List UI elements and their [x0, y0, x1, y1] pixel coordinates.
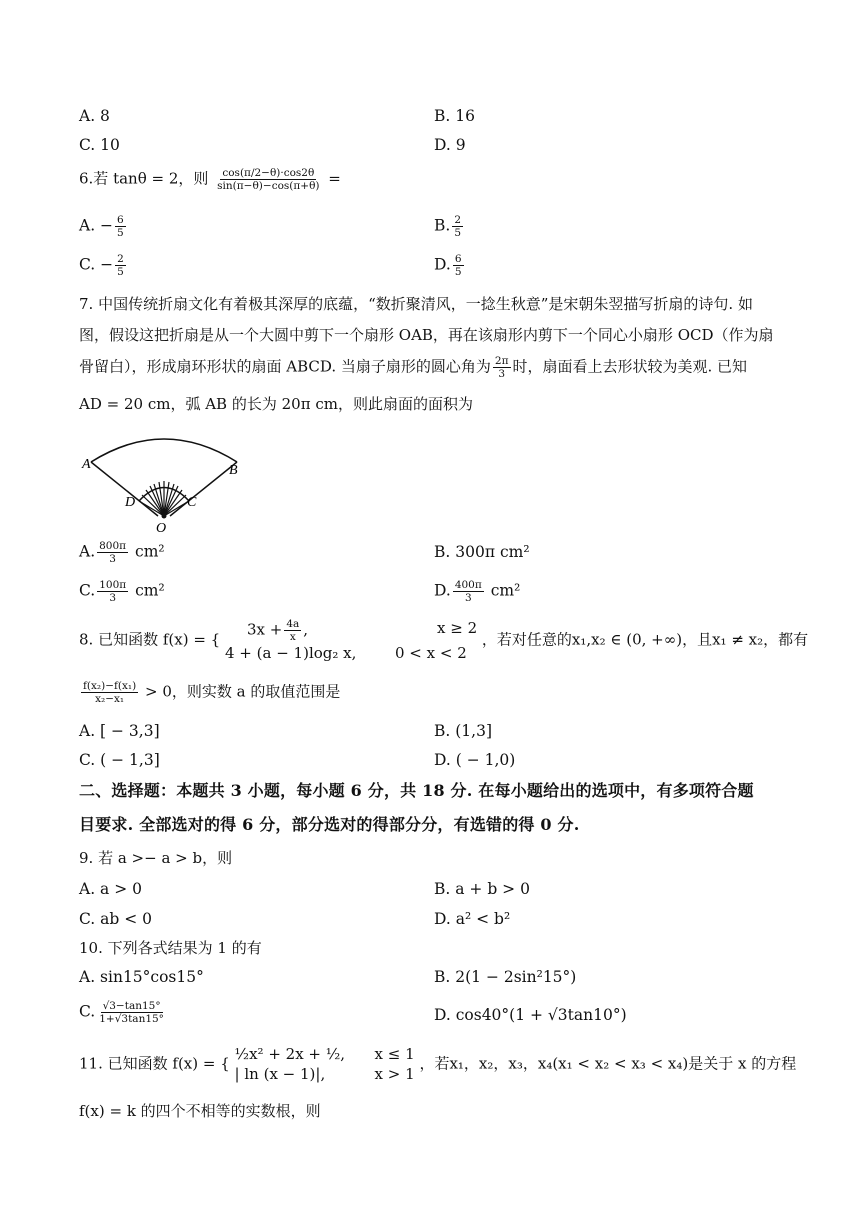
q8-option-b: B. (1,3]: [434, 722, 492, 740]
q6-denominator: sin(π−θ)−cos(π+θ): [217, 180, 320, 193]
q8-piecewise: [225, 618, 477, 663]
fan-ribs: [139, 481, 189, 516]
q9-stem: 9. 若 a >− a > b，则: [79, 849, 233, 867]
q8-case1-num: 4a: [286, 618, 300, 630]
q6-option-d-num: 6: [454, 253, 462, 265]
q7-option-a-num: 800π: [99, 540, 127, 552]
q6-option-c: [79, 253, 128, 278]
q7-option-b: B. 300π cm²: [434, 543, 530, 561]
q11-case1-expr: ½x² + 2x + ½,: [234, 1045, 346, 1063]
q11-case2-expr: | ln (x − 1)|,: [234, 1065, 326, 1084]
q10-option-c-label: C.: [79, 1002, 96, 1021]
fan-label-c: C: [187, 495, 197, 510]
q11-case1-cond: x ≤ 1: [374, 1045, 415, 1063]
section-2-heading-line-2: 目要求. 全部选对的得 6 分，部分选对的得部分分，有选错的得 0 分.: [79, 815, 580, 834]
q7-option-c-unit: cm²: [135, 581, 165, 600]
fan-edge-right: [170, 462, 237, 516]
q6-option-b-label: B.: [434, 216, 451, 235]
q7-option-d-label: D.: [434, 581, 451, 600]
q6-equals: =: [328, 169, 341, 188]
q8-option-d: D. ( − 1,0): [434, 751, 516, 769]
q6-option-a-label: A. −: [79, 216, 114, 235]
fan-label-a: A: [82, 457, 91, 472]
q7-option-d-num: 400π: [454, 579, 482, 591]
q7-option-d-unit: cm²: [490, 581, 521, 600]
q9-option-c: C. ab < 0: [79, 910, 153, 928]
q10-option-c-den: 1+√3tan15°: [99, 1013, 164, 1026]
q11-stem: [79, 1044, 796, 1085]
q8-line-2: [79, 680, 340, 705]
q10-stem: 10. 下列各式结果为 1 的有: [79, 939, 262, 957]
q11-suffix: ，若x₁，x₂，x₃，x₄(x₁ < x₂ < x₃ < x₄)是关于 x 的方程: [419, 1054, 797, 1073]
q6-option-d-label: D.: [434, 255, 451, 274]
q7-line-3: [79, 355, 747, 380]
q8-diff-den: x₂−x₁: [95, 693, 125, 706]
q8-case2-cond: 0 < x < 2: [395, 644, 467, 663]
q6-option-a: [79, 214, 128, 239]
q7-line-3-b: 时，扇面看上去形状较为美观. 已知: [512, 357, 748, 376]
q10-option-a: A. sin15°cos15°: [79, 968, 204, 986]
fan-outer-arc: [91, 439, 237, 462]
q7-option-c-den: 3: [109, 592, 117, 605]
q5-option-d: D. 9: [434, 136, 466, 154]
q6-stem: [79, 167, 341, 192]
q7-line-4: AD = 20 cm，弧 AB 的长为 20π cm，则此扇面的面积为: [79, 395, 473, 413]
q7-option-c: [79, 579, 165, 604]
fan-figure: [79, 424, 249, 534]
q6-option-a-num: 6: [117, 214, 124, 226]
q6-stem-text: 6.若 tanθ = 2，则: [79, 169, 209, 188]
q8-suffix: ，若对任意的x₁,x₂ ∈ (0, +∞)，且x₁ ≠ x₂，都有: [481, 630, 809, 649]
q7-line-2: 图，假设这把折扇是从一个大圆中剪下一个扇形 OAB，再在该扇形内剪下一个同心小扇形 OCD（作为扇: [79, 326, 774, 344]
q8-case1-cond: x ≥ 2: [437, 619, 478, 637]
q9-option-a: A. a > 0: [79, 880, 142, 898]
q7-line-1: 7. 中国传统折扇文化有着极其深厚的底蕴，“数折聚清风，一捻生秋意”是宋朝朱翌描写折扇的诗句. 如: [79, 295, 753, 313]
q9-option-b: B. a + b > 0: [434, 880, 530, 898]
q8-case2-expr: 4 + (a − 1)log₂ x,: [225, 644, 357, 663]
q7-option-d-den: 3: [464, 592, 472, 605]
q6-fraction: [215, 167, 321, 192]
q10-option-c-num: √3−tan15°: [102, 1000, 161, 1012]
q7-line-3-a: 骨留白），形成扇环形状的扇面 ABCD. 当扇子扇形的圆心角为: [79, 357, 491, 376]
q6-option-d-den: 5: [454, 266, 462, 279]
q5-option-c: C. 10: [79, 136, 120, 154]
q11-piecewise: [235, 1044, 415, 1085]
q10-option-b: B. 2(1 − 2sin²15°): [434, 968, 577, 986]
q7-option-a-den: 3: [109, 553, 116, 566]
q7-angle-num: 2π: [494, 355, 509, 367]
q6-numerator: cos(π/2−θ)·cos2θ: [222, 167, 315, 179]
q6-option-c-num: 2: [117, 253, 124, 265]
q6-option-b-num: 2: [454, 214, 462, 226]
fan-label-b: B: [229, 463, 238, 478]
q8-case1-expr: 3x +: [247, 620, 283, 639]
q6-option-b: [434, 214, 465, 239]
q7-option-c-label: C.: [79, 581, 96, 600]
q6-option-a-den: 5: [117, 227, 124, 240]
q9-option-d: D. a² < b²: [434, 910, 511, 928]
q8-prefix: 8. 已知函数 f(x) = {: [79, 630, 221, 649]
q10-option-c: [79, 1000, 168, 1025]
q7-option-d: [434, 579, 520, 604]
q8-case1-comma: ,: [303, 620, 309, 639]
q6-option-c-den: 5: [117, 266, 124, 279]
q7-option-a-unit: cm²: [135, 542, 165, 561]
q11-line-2: f(x) = k 的四个不相等的实数根，则: [79, 1102, 321, 1120]
q5-option-b: B. 16: [434, 107, 475, 125]
q8-case1-den: x: [289, 631, 296, 644]
q8-line-2-rest: > 0，则实数 a 的取值范围是: [145, 682, 341, 701]
q6-option-d: [434, 253, 466, 278]
q7-option-c-num: 100π: [99, 579, 127, 591]
q8-option-c: C. ( − 1,3]: [79, 751, 160, 769]
q8-stem: [79, 618, 808, 663]
q8-option-a: A. [ − 3,3]: [79, 722, 160, 740]
q11-prefix: 11. 已知函数 f(x) = {: [79, 1054, 230, 1073]
q6-option-c-label: C. −: [79, 255, 114, 274]
q6-option-b-den: 5: [454, 227, 462, 240]
fan-label-o: O: [156, 521, 167, 534]
q7-option-a-label: A.: [79, 542, 96, 561]
q7-angle-den: 3: [498, 368, 506, 381]
fan-label-d: D: [125, 495, 136, 510]
q5-option-a: A. 8: [79, 107, 110, 125]
q8-diff-num: f(x₂)−f(x₁): [83, 680, 137, 692]
q10-option-d: D. cos40°(1 + √3tan10°): [434, 1006, 627, 1024]
q7-option-a: [79, 540, 165, 565]
q11-case2-cond: x > 1: [374, 1065, 415, 1084]
section-2-heading-line-1: 二、选择题：本题共 3 小题，每小题 6 分，共 18 分. 在每小题给出的选项中，有多项符合题: [79, 781, 754, 800]
